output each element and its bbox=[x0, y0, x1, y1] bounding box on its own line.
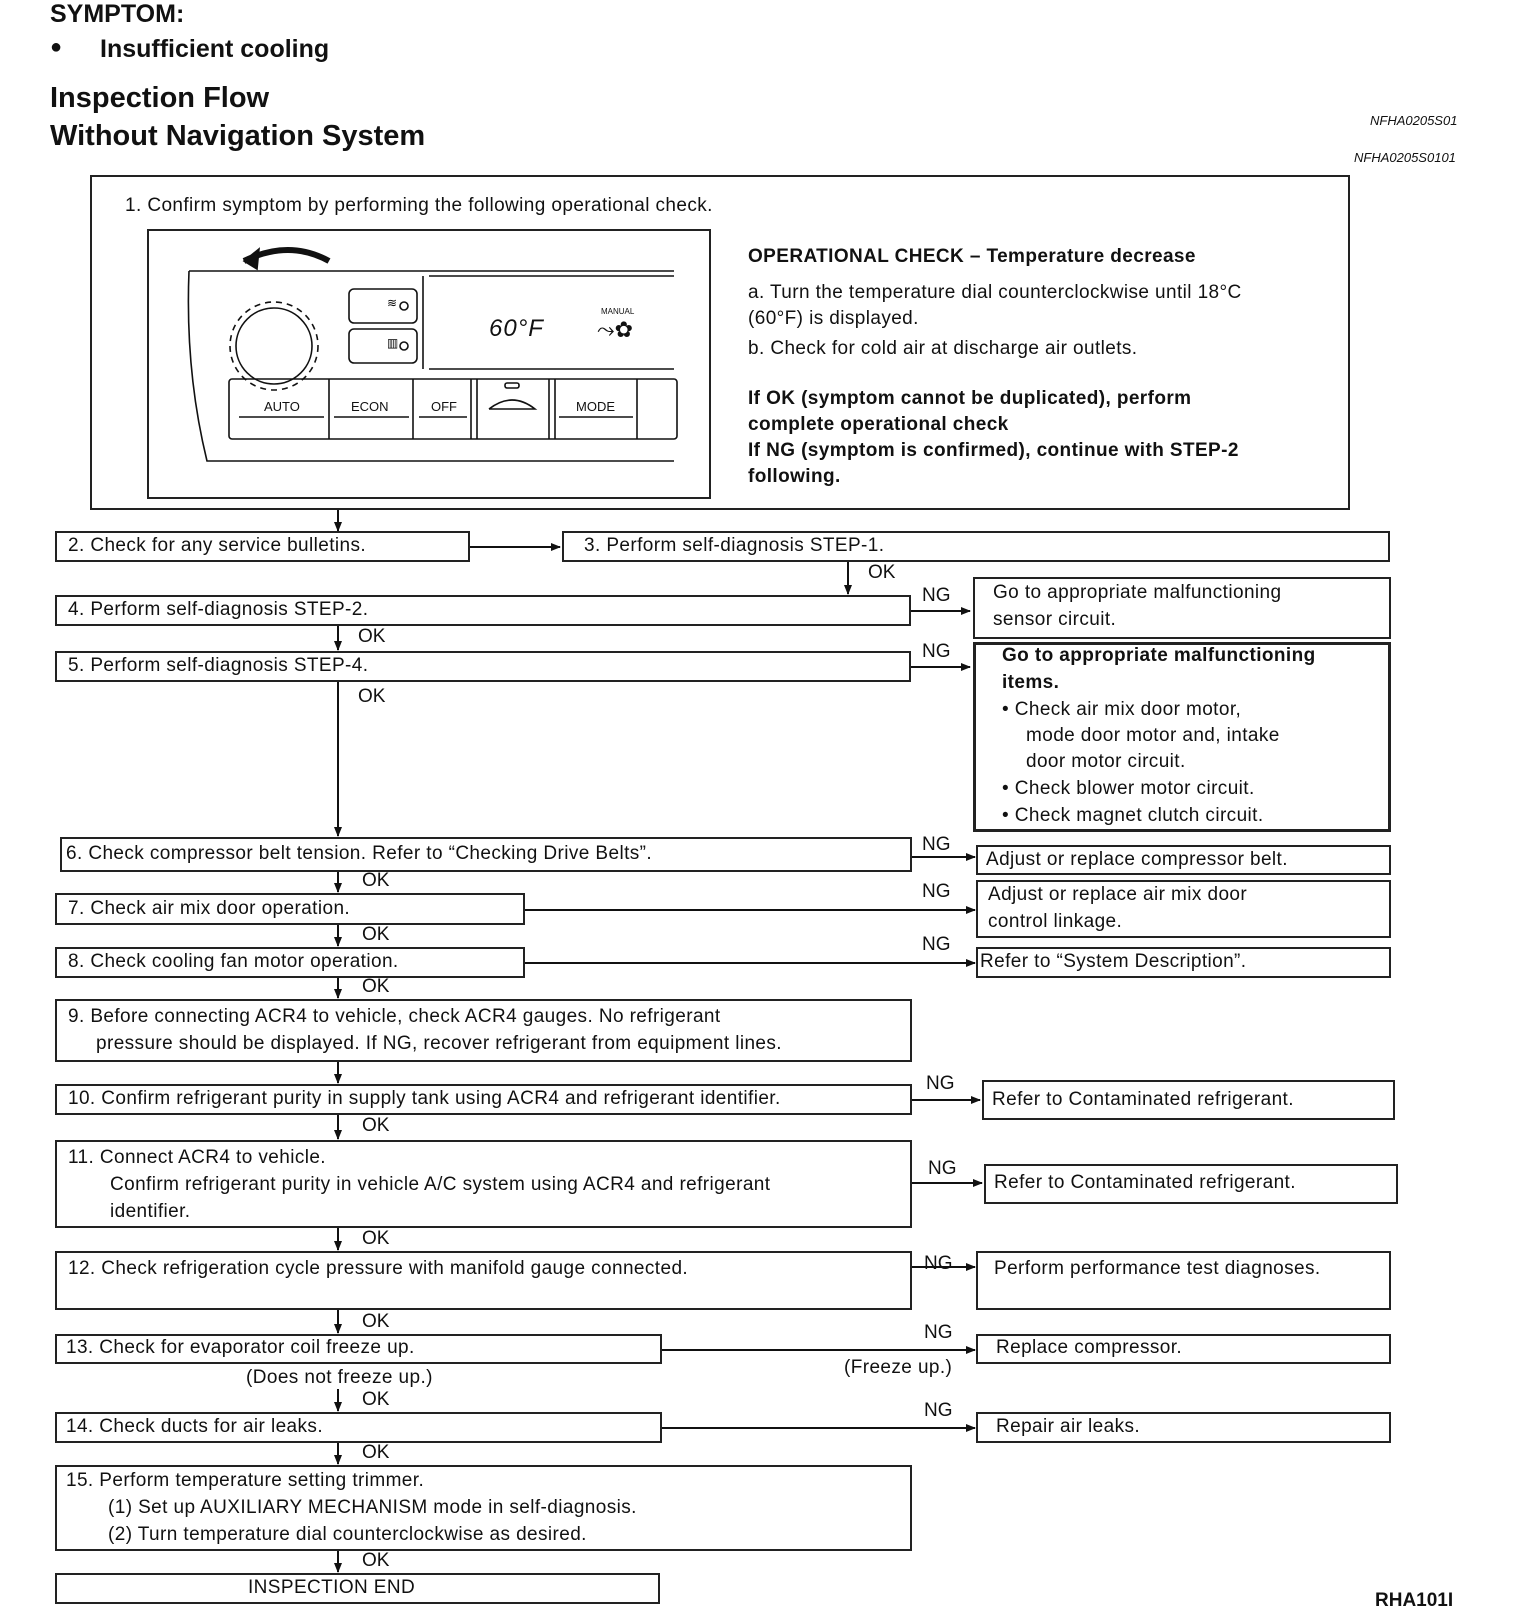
op-check-ok-1: If OK (symptom cannot be duplicated), perform bbox=[748, 388, 1192, 409]
ng-label-7: NG bbox=[922, 881, 951, 902]
result-11-text: Refer to Contaminated refrigerant. bbox=[994, 1172, 1296, 1193]
step-7-text: 7. Check air mix door operation. bbox=[68, 898, 351, 919]
result-4-text-2: sensor circuit. bbox=[993, 609, 1117, 630]
ok-label-12: OK bbox=[362, 1311, 390, 1332]
ok-label-4: OK bbox=[358, 626, 386, 647]
ng-label-13: NG bbox=[924, 1322, 953, 1343]
step-13-text: 13. Check for evaporator coil freeze up. bbox=[66, 1337, 415, 1358]
op-check-a-2: (60°F) is displayed. bbox=[748, 308, 919, 329]
ok-label-7: OK bbox=[362, 924, 390, 945]
ok-label-11: OK bbox=[362, 1228, 390, 1249]
ok-label-6: OK bbox=[362, 870, 390, 891]
result-7-text-2: control linkage. bbox=[988, 911, 1123, 932]
result-7-text-1: Adjust or replace air mix door bbox=[988, 884, 1248, 905]
result-5-text-2: items. bbox=[1002, 672, 1060, 693]
control-panel-figure bbox=[147, 229, 711, 499]
result-5-bullet-2: • Check blower motor circuit. bbox=[1002, 778, 1255, 799]
step-15-text-2: (1) Set up AUXILIARY MECHANISM mode in self-diagnosis. bbox=[108, 1497, 637, 1518]
step-6-text: 6. Check compressor belt tension. Refer to “Checking Drive Belts”. bbox=[66, 843, 653, 864]
symptom-item: Insufficient cooling bbox=[100, 35, 330, 63]
ng-label-12: NG bbox=[924, 1253, 953, 1274]
step-9-text-2: pressure should be displayed. If NG, recover refrigerant from equipment lines. bbox=[96, 1033, 782, 1054]
ng-label-10: NG bbox=[926, 1073, 955, 1094]
op-check-ok-2: complete operational check bbox=[748, 414, 1009, 435]
panel-display-temp: 60°F bbox=[489, 315, 544, 342]
result-13-text: Replace compressor. bbox=[996, 1337, 1183, 1358]
panel-button-auto: AUTO bbox=[264, 399, 300, 414]
section-subtitle: Without Navigation System bbox=[50, 120, 426, 152]
result-10-text: Refer to Contaminated refrigerant. bbox=[992, 1089, 1294, 1110]
result-14-text: Repair air leaks. bbox=[996, 1416, 1141, 1437]
result-5-bullet-1c: door motor circuit. bbox=[1026, 751, 1186, 772]
step-12-text: 12. Check refrigeration cycle pressure with manifold gauge connected. bbox=[68, 1258, 689, 1279]
ok-label-8: OK bbox=[362, 976, 390, 997]
control-panel-illustration bbox=[149, 231, 709, 497]
defrost-icon: ≋ bbox=[387, 296, 398, 310]
result-5-bullet-3: • Check magnet clutch circuit. bbox=[1002, 805, 1264, 826]
result-5-bullet-1a: • Check air mix door motor, bbox=[1002, 699, 1242, 720]
ok-label-5: OK bbox=[358, 686, 386, 707]
op-check-b: b. Check for cold air at discharge air outlets. bbox=[748, 338, 1138, 359]
ng-label-4: NG bbox=[922, 585, 951, 606]
op-check-ng-2: following. bbox=[748, 466, 841, 487]
step-13-ok-note: (Does not freeze up.) bbox=[246, 1367, 433, 1388]
fan-icon: ⤳✿ bbox=[597, 317, 634, 342]
ok-label-3: OK bbox=[868, 562, 896, 583]
panel-manual-label: MANUAL bbox=[601, 307, 635, 316]
panel-button-econ: ECON bbox=[351, 399, 389, 414]
step-13-ng-note: (Freeze up.) bbox=[844, 1357, 953, 1378]
panel-button-off: OFF bbox=[431, 399, 457, 414]
figure-code: RHA101I bbox=[1375, 1590, 1454, 1611]
ng-label-11: NG bbox=[928, 1158, 957, 1179]
inspection-end-text: INSPECTION END bbox=[248, 1577, 416, 1598]
op-check-ng-1: If NG (symptom is confirmed), continue with STEP-2 bbox=[748, 440, 1239, 461]
panel-button-mode: MODE bbox=[576, 399, 615, 414]
reference-code-2: NFHA0205S0101 bbox=[1354, 150, 1456, 165]
ok-label-14: OK bbox=[362, 1442, 390, 1463]
ng-label-5: NG bbox=[922, 641, 951, 662]
result-5-text-1: Go to appropriate malfunctioning bbox=[1002, 645, 1316, 666]
result-5-bullet-1b: mode door motor and, intake bbox=[1026, 725, 1280, 746]
ok-label-13: OK bbox=[362, 1389, 390, 1410]
bullet-icon: ● bbox=[50, 36, 63, 58]
result-12-text: Perform performance test diagnoses. bbox=[994, 1258, 1321, 1279]
step-9-text-1: 9. Before connecting ACR4 to vehicle, check ACR4 gauges. No refrigerant bbox=[68, 1006, 721, 1027]
result-4-text-1: Go to appropriate malfunctioning bbox=[993, 582, 1282, 603]
step-14-text: 14. Check ducts for air leaks. bbox=[66, 1416, 323, 1437]
step-2-text: 2. Check for any service bulletins. bbox=[68, 535, 367, 556]
step-8-text: 8. Check cooling fan motor operation. bbox=[68, 951, 399, 972]
symptom-label: SYMPTOM: bbox=[50, 0, 185, 28]
step-1-text: 1. Confirm symptom by performing the following operational check. bbox=[125, 195, 713, 216]
op-check-title: OPERATIONAL CHECK – Temperature decrease bbox=[748, 246, 1196, 267]
ng-label-8: NG bbox=[922, 934, 951, 955]
ok-label-10: OK bbox=[362, 1115, 390, 1136]
ok-label-15: OK bbox=[362, 1550, 390, 1571]
step-15-text-1: 15. Perform temperature setting trimmer. bbox=[66, 1470, 425, 1491]
result-6-text: Adjust or replace compressor belt. bbox=[986, 849, 1288, 870]
step-5-text: 5. Perform self-diagnosis STEP-4. bbox=[68, 655, 369, 676]
rear-defrost-icon: ▥ bbox=[387, 336, 399, 350]
step-10-text: 10. Confirm refrigerant purity in supply tank using ACR4 and refrigerant identifier. bbox=[68, 1088, 781, 1109]
ng-label-6: NG bbox=[922, 834, 951, 855]
step-11-text-2: Confirm refrigerant purity in vehicle A/C system using ACR4 and refrigerant bbox=[110, 1174, 771, 1195]
step-11-text-3: identifier. bbox=[110, 1201, 191, 1222]
ng-label-14: NG bbox=[924, 1400, 953, 1421]
step-3-text: 3. Perform self-diagnosis STEP-1. bbox=[584, 535, 885, 556]
result-8-text: Refer to “System Description”. bbox=[980, 951, 1247, 972]
reference-code-1: NFHA0205S01 bbox=[1370, 113, 1458, 128]
step-11-text-1: 11. Connect ACR4 to vehicle. bbox=[68, 1147, 326, 1168]
section-title: Inspection Flow bbox=[50, 82, 270, 114]
op-check-a-1: a. Turn the temperature dial counterclockwise until 18°C bbox=[748, 282, 1242, 303]
step-15-text-3: (2) Turn temperature dial counterclockwise as desired. bbox=[108, 1524, 587, 1545]
step-4-text: 4. Perform self-diagnosis STEP-2. bbox=[68, 599, 369, 620]
